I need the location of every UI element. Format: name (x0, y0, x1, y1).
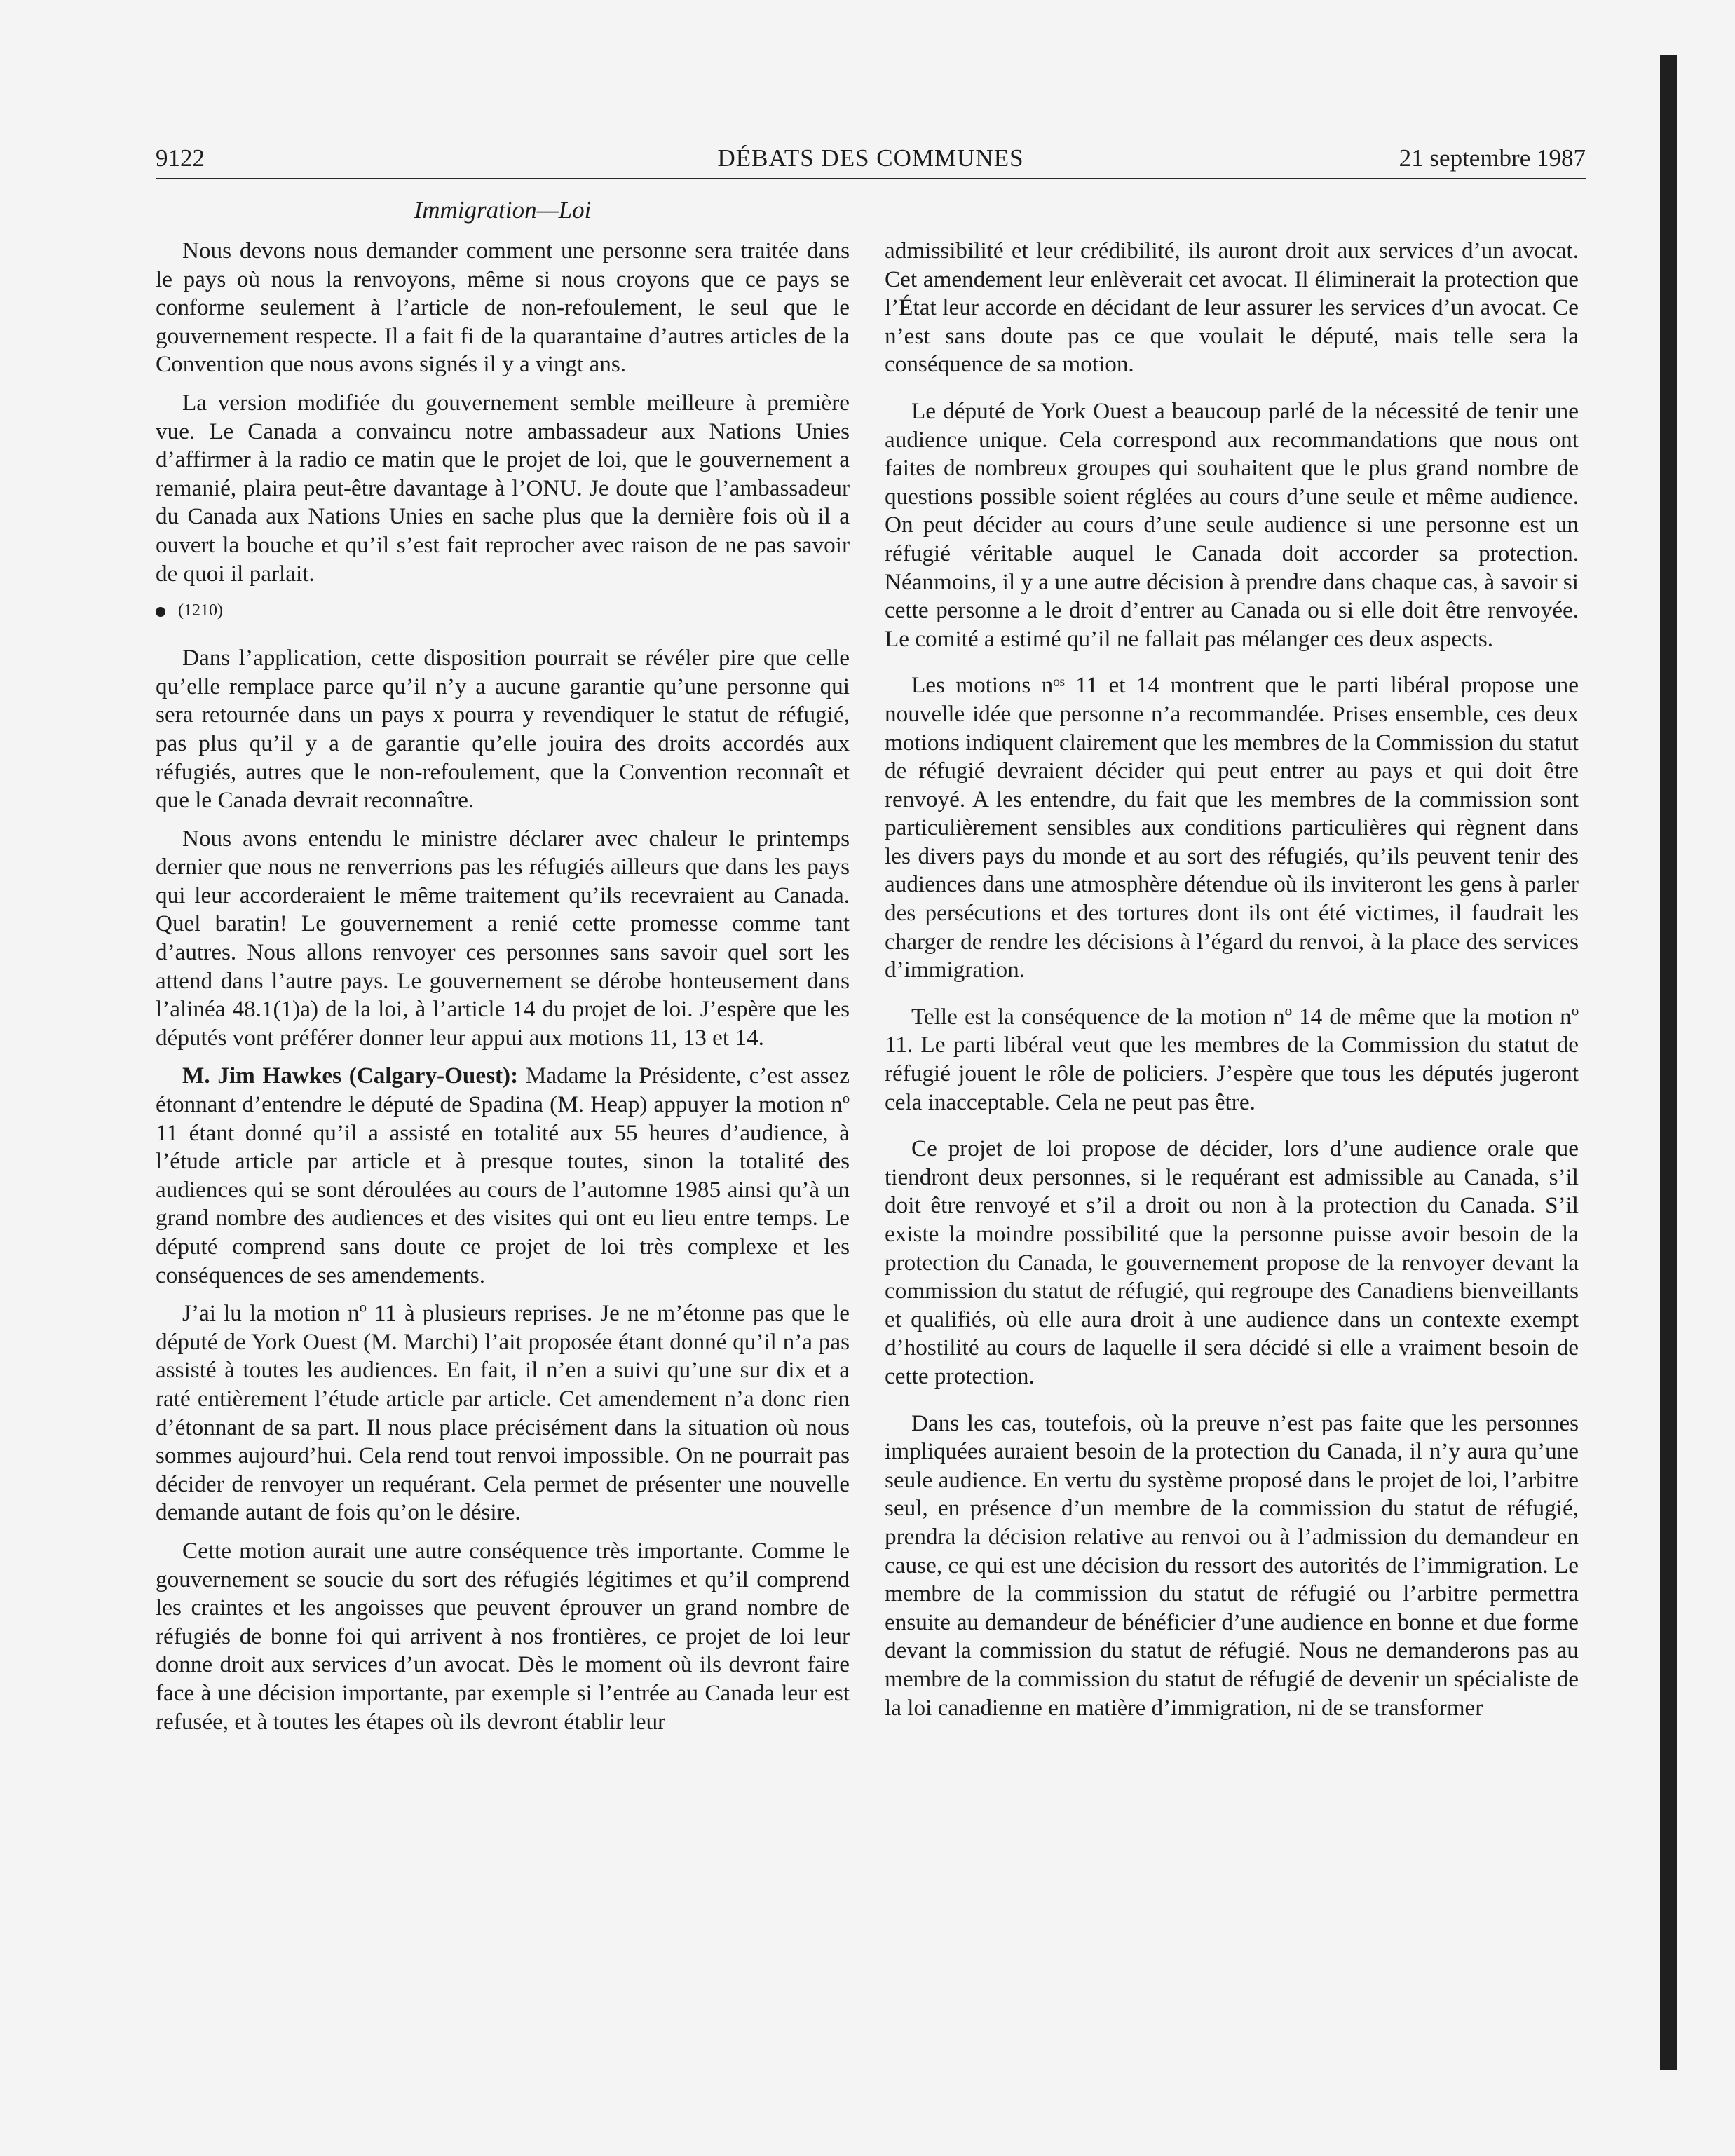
bullet-icon (156, 607, 165, 617)
paragraph (156, 1062, 850, 1290)
paragraph: Nous devons nous demander comment une personne sera traitée dans le pays où nous la renvoyons, même si nous croyons que ce pays se conforme seulement à l’article de non-refoulement, le seul que le gouvernement respecte. Il a fait fi de la quarantaine d’autres articles de la Convention que nous avons signés il y a vingt ans. (156, 238, 850, 378)
paragraph: Cette motion aurait une autre conséquence très importante. Comme le gouvernement se soucie du sort des réfugiés légitimes et qu’il comprend les craintes et les angoisses que peuvent éprouver un grand nombre de réfugiés de bonne foi qui arrivent à nos frontières, ce projet de loi leur donne droit aux services d’un avocat. Dès le moment où ils devront faire face à une décision importante, par exemple si l’entrée au Canada leur est refusée, et à toutes les étapes où ils devront établir leur (156, 1537, 850, 1735)
scan-edge-strip (1660, 55, 1677, 2070)
paragraph: Les motions nᵒˢ 11 et 14 montrent que le parti libéral propose une nouvelle idée que personne n’a recommandée. Prises ensemble, ces deux motions indiquent clairement que les membres de la Commission du statut de réfugié devraient décider qui peut entrer au pays et qui doit être renvoyé. A les entendre, du fait que les membres de la commission sont particulièrement sensibles aux conditions particulières qui règnent dans les divers pays du monde et au sort des réfugiés, qu’ils peuvent tenir des audiences dans une atmosphère détendue où ils inviteront les gens à parler des persécutions et des tortures dont ils ont été victimes, il faudrait les charger de rendre les décisions à l’égard du renvoi, à la place des services d’immigration. (885, 672, 1579, 983)
paragraph: La version modifiée du gouvernement semble meilleure à première vue. Le Canada a convaincu notre ambassadeur aux Nations Unies d’affirmer à la radio ce matin que le projet de loi, que le gouvernement a remanié, plaira peut-être davantage à l’ONU. Je doute que l’ambassadeur du Canada aux Nations Unies en sache plus que la dernière fois où il a ouvert la bouche et qu’il s’est fait reprocher avec raison de ne pas savoir de quoi il parlait. (156, 389, 850, 587)
left-column (156, 237, 850, 1746)
paragraph: Dans l’application, cette disposition pourrait se révéler pire que celle qu’elle remplace parce qu’il n’y a aucune garantie qu’une personne qui sera retournée dans un pays x pourra y revendiquer le statut de réfugié, pas plus qu’il y a de garantie qu’elle jouira des droits accordés aux réfugiés, autres que le non-refoulement, que la Convention reconnaît et que le Canada devrait reconnaître. (156, 645, 850, 814)
page-number: 9122 (156, 144, 205, 172)
page-header (156, 144, 1586, 179)
time-marker (156, 598, 850, 623)
publication-title: DÉBATS DES COMMUNES (717, 144, 1024, 172)
header-rule (156, 178, 1586, 179)
paragraph: J’ai lu la motion nº 11 à plusieurs reprises. Je ne m’étonne pas que le député de York Ouest (M. Marchi) l’ait proposée étant donné qu’il n’a pas assisté à toutes les audiences. En fait, il n’en a suivi qu’une sur dix et a raté entièrement l’étude article par article. Cet amendement n’a donc rien d’étonnant de sa part. Il nous place précisément dans la situation où nous sommes aujourd’hui. Cela rend tout renvoi impossible. On ne pourrait pas décider de renvoyer un requérant. Cela permet de présenter une nouvelle demande autant de fois qu’on le désire. (156, 1300, 850, 1526)
paragraph: Nous avons entendu le ministre déclarer avec chaleur le printemps dernier que nous ne renverrions pas les réfugiés ailleurs que dans les pays qui leur accorderaient le même traitement qu’ils recevraient au Canada. Quel baratin! Le gouvernement a renié cette promesse comme tant d’autres. Nous allons renvoyer ces personnes sans savoir quel sort les attend dans l’autre pays. Le gouvernement se dérobe honteusement dans l’alinéa 48.1(1)a) de la loi, à l’article 14 du projet de loi. J’espère que les députés vont préférer donner leur appui aux motions 11, 13 et 14. (156, 825, 850, 1051)
time-marker-text: (1210) (178, 601, 223, 620)
paragraph: Dans les cas, toutefois, où la preuve n’est pas faite que les personnes impliquées auraient besoin de la protection du Canada, il n’y aura qu’une seule audience. En vertu du système proposé dans le projet de loi, l’arbitre seul, en présence d’un membre de la commission du statut de réfugié, prendra la décision relative au renvoi ou à l’admission du demandeur en cause, ce qui est une décision du ressort des autorités de l’immigration. Le membre de la commission du statut de réfugié ou l’arbitre permettra ensuite au demandeur de bénéficier d’une audience en bonne et due forme devant la commission du statut de réfugié. Nous ne demanderons pas au membre de la commission du statut de réfugié de devenir un spécialiste de la loi canadienne en matière d’immigration, ni de se transformer (885, 1410, 1579, 1721)
paragraph: Ce projet de loi propose de décider, lors d’une audience orale que tiendront deux personnes, si le requérant est admissible au Canada, s’il doit être renvoyé et s’il a droit ou non à la protection du Canada. S’il existe la moindre possibilité que la personne puisse avoir besoin de la protection du Canada, le gouvernement propose de la renvoyer devant la commission du statut de réfugié, qui regroupe des Canadiens bienveillants et qualifiés, où elle aura droit à une audience dans un contexte exempt d’hostilité au cours de laquelle il sera décidé si elle a vraiment besoin de cette protection. (885, 1135, 1579, 1389)
speech-text: Madame la Présidente, c’est assez étonnant d’entendre le député de Spadina (M. Heap) appuyer la motion nº 11 étant donné qu’il a assisté en totalité aux 55 heures d’audience, à l’étude article par article et à presque toutes, sinon la totalité des audiences qui se sont déroulées au cours de l’automne 1985 ainsi qu’à un grand nombre des audiences et des visites qui ont eu lieu entre temps. Le député comprend sans doute ce projet de loi très complexe et les conséquences de ses amendements. (156, 1063, 850, 1288)
publication-date: 21 septembre 1987 (1399, 144, 1586, 172)
right-column (885, 237, 1579, 1740)
speaker-name: M. Jim Hawkes (Calgary-Ouest): (182, 1063, 519, 1089)
subject-heading: Immigration—Loi (414, 196, 592, 224)
paragraph: admissibilité et leur crédibilité, ils auront droit aux services d’un avocat. Cet amendement leur enlèverait cet avocat. Il éliminerait la protection que l’État leur accorde en décidant de leur assurer les services d’un avocat. Ce n’est sans doute pas ce que voulait le député, mais telle sera la conséquence de sa motion. (885, 238, 1579, 378)
paragraph: Le député de York Ouest a beaucoup parlé de la nécessité de tenir une audience unique. Cela correspond aux recommandations que nous ont faites de nombreux groupes qui souhaitent que le plus grand nombre de questions possible soient réglées au cours d’une seule et même audience. On peut décider au cours d’une seule audience si une personne est un réfugié véritable auquel le Canada doit accorder sa protection. Néanmoins, il y a une autre décision à prendre dans chaque cas, à savoir si cette personne a le droit d’entrer au Canada ou si elle doit être renvoyée. Le comité a estimé qu’il ne fallait pas mélanger ces deux aspects. (885, 397, 1579, 652)
paragraph: Telle est la conséquence de la motion nº 14 de même que la motion nº 11. Le parti libéral veut que les membres de la Commission du statut de réfugié jouent le rôle de policiers. J’espère que tous les députés jugeront cela inacceptable. Cela ne peut pas être. (885, 1003, 1579, 1115)
